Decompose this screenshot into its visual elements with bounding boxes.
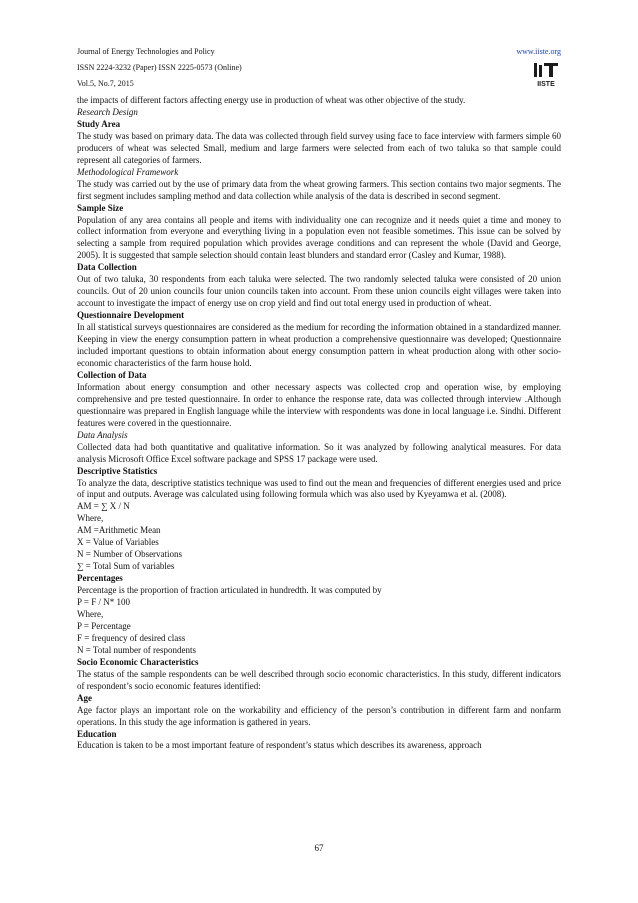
body-paragraph: To analyze the data, descriptive statistics technique was used to find out the mean and frequencies of different energies used and price of input and outputs. Average was calculated using following formula which was also used by Kyeyamwa et al. (2008). [77,477,561,500]
section-heading: Age [77,692,92,703]
logo-text: IISTE [537,81,555,88]
formula-line: N = Number of Observations [77,549,183,560]
body-paragraph: Percentage is the proportion of fraction articulated in hundredth. It was computed by [77,585,382,596]
body-paragraph: In all statistical surveys questionnaires are considered as the medium for recording the information obtained in a standardized manner. Keeping in view the energy consumption pattern in wheat production a comprehensive questionnaire was developed; Questionnaire included important questions to obtain information about energy consumption pattern in wheat production along with other socio-economic characteristics of the farm house hold. [77,322,561,368]
section-heading: Data Collection [77,262,137,273]
journal-url-link[interactable]: www.iiste.org [516,47,561,56]
body-paragraph: Education is taken to be a most important feature of respondent’s status which describes its awareness, approach [77,740,482,751]
journal-name: Journal of Energy Technologies and Policy [77,47,215,56]
section-heading: Descriptive Statistics [77,465,158,476]
formula-line: F = frequency of desired class [77,632,186,643]
section-heading: Percentages [77,573,123,584]
formula-line: Where, [77,608,104,619]
formula-line: P = Percentage [77,620,131,631]
body-paragraph: Information about energy consumption and other necessary aspects was collected crop and operation wise, by employing comprehensive and pre tested questionnaire. In order to enhance the response rate, data was collected through interview .Although questionnaire was prepared in English language while the interview with respondents was done in local language i.e. Sindhi. Different features were covered in the questionnaire. [77,381,561,428]
section-heading: Study Area [77,118,121,129]
body-paragraph: Population of any area contains all people and items with individuality one can recognize and it needs quiet a time and money to collect information from everyone and everything living in a population even not feasible sometimes. This issue can be solved by selecting a sample from required population which provides average conditions and can represent the whole (David and George, 2005). It is suggested that sample selection should contain least blunders and standard error (Casley and Kumar, 1988). [77,214,561,261]
body-paragraph: Collected data had both quantitative and qualitative information. So it was analyzed by following analytical measures. For data analysis Microsoft Office Excel software package and SPSS 17 package were used. [77,441,561,464]
body-paragraph: Out of two taluka, 30 respondents from each taluka were selected. The two randomly selected taluka were consisted of 20 union councils. Out of 20 union councils four union councils taken into account. From these union councils eight villages were taken into account to investigate the impact of energy use on crop yield and find out total energy used in production of wheat. [77,274,561,309]
page-number: 67 [314,843,324,853]
section-heading: Socio Economic Characteristics [77,656,199,667]
section-heading: Sample Size [77,202,124,213]
running-header [77,44,561,92]
issn-line: ISSN 2224-3232 (Paper) ISSN 2225-0573 (Online) [77,63,242,72]
volume-line: Vol.5, No.7, 2015 [77,79,134,88]
formula-line: Where, [77,513,104,524]
body-paragraph: The study was carried out by the use of primary data from the wheat growing farmers. This section contains two major segments. The first segment includes sampling method and data collection while analysis of the data is described in second segment. [77,178,561,201]
body-paragraph: the impacts of different factors affecting energy use in production of wheat was other objective of the study. [77,95,466,105]
formula-line: ∑ = Total Sum of variables [77,561,175,572]
formula-line: AM =Arithmetic Mean [77,525,161,536]
subsection-heading: Research Design [77,106,138,117]
section-heading: Collection of Data [77,369,147,380]
section-heading: Questionnaire Development [77,310,185,321]
body-paragraph: Age factor plays an important role on the workability and efficiency of the person’s contribution in different farm and nonfarm operations. In this study the age information is gathered in years. [77,704,561,727]
formula-line: AM = ∑ X / N [77,501,130,512]
section-heading: Education [77,728,117,739]
iiste-logo-icon [531,61,561,89]
subsection-heading: Methodological Framework [77,166,179,177]
article-body [77,95,561,752]
subsection-heading: Data Analysis [77,429,128,440]
formula-line: P = F / N* 100 [77,597,131,608]
body-paragraph: The study was based on primary data. The data was collected through field survey using face to face interview with farmers simple 60 producers of wheat was selected Small, medium and large farmers were selected from each of two taluka so that sample could represent all categories of farmers. [77,130,561,165]
formula-line: X = Value of Variables [77,537,159,548]
body-paragraph: The status of the sample respondents can be well described through socio economic characteristics. In this study, different indicators of respondent’s socio economic features identified: [77,668,561,691]
formula-line: N = Total number of respondents [77,644,197,655]
